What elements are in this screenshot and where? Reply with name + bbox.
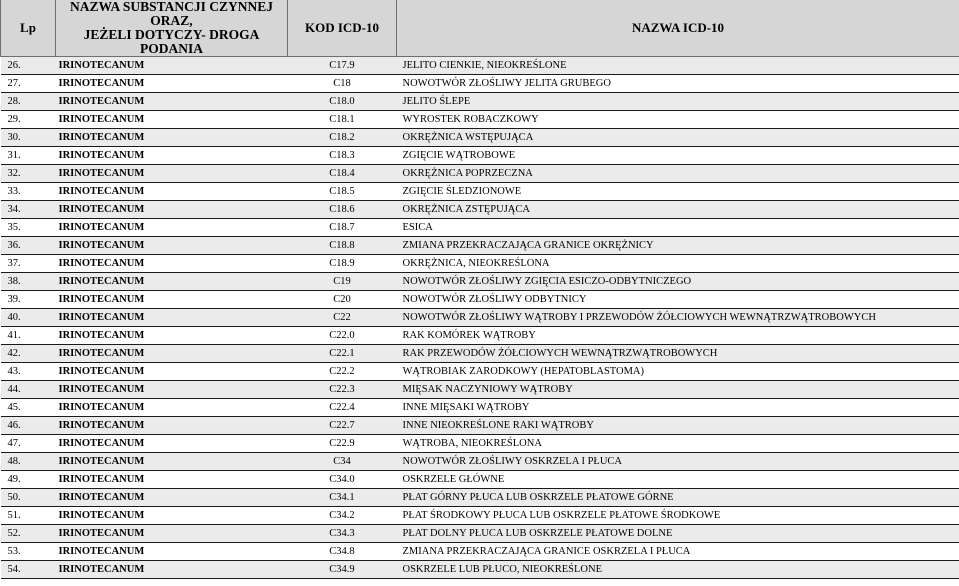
cell-code: C17.9	[288, 57, 397, 75]
cell-substance: IRINOTECANUM	[56, 183, 288, 201]
cell-lp: 49.	[1, 471, 56, 489]
cell-substance: IRINOTECANUM	[56, 345, 288, 363]
cell-name: OKRĘŻNICA POPRZECZNA	[397, 165, 959, 183]
cell-substance: IRINOTECANUM	[56, 111, 288, 129]
cell-substance: IRINOTECANUM	[56, 75, 288, 93]
cell-code: C18.7	[288, 219, 397, 237]
cell-substance: IRINOTECANUM	[56, 309, 288, 327]
cell-lp: 40.	[1, 309, 56, 327]
cell-name: NOWOTWÓR ZŁOŚLIWY WĄTROBY I PRZEWODÓW ŻÓŁCIOWYCH WEWNĄTRZWĄTROBOWYCH	[397, 309, 959, 327]
cell-lp: 51.	[1, 507, 56, 525]
cell-code: C22.2	[288, 363, 397, 381]
table-row	[1, 417, 959, 435]
cell-code: C20	[288, 291, 397, 309]
cell-substance: IRINOTECANUM	[56, 147, 288, 165]
cell-substance: IRINOTECANUM	[56, 507, 288, 525]
cell-substance: IRINOTECANUM	[56, 237, 288, 255]
cell-code: C34.2	[288, 507, 397, 525]
cell-code: C18.6	[288, 201, 397, 219]
cell-name: ZMIANA PRZEKRACZAJĄCA GRANICE OKRĘŻNICY	[397, 237, 959, 255]
cell-code: C18.0	[288, 93, 397, 111]
cell-name: RAK PRZEWODÓW ŻÓŁCIOWYCH WEWNĄTRZWĄTROBOWYCH	[397, 345, 959, 363]
cell-substance: IRINOTECANUM	[56, 273, 288, 291]
table-row	[1, 111, 959, 129]
cell-name: WĄTROBIAK ZARODKOWY (HEPATOBLASTOMA)	[397, 363, 959, 381]
table-row	[1, 309, 959, 327]
cell-substance: IRINOTECANUM	[56, 327, 288, 345]
cell-lp: 53.	[1, 543, 56, 561]
header-substance	[56, 0, 288, 57]
cell-code: C22	[288, 309, 397, 327]
cell-name: PŁAT GÓRNY PŁUCA LUB OSKRZELE PŁATOWE GÓRNE	[397, 489, 959, 507]
cell-name: INNE NIEOKREŚLONE RAKI WĄTROBY	[397, 417, 959, 435]
cell-name: ZGIĘCIE WĄTROBOWE	[397, 147, 959, 165]
cell-name: RAK KOMÓREK WĄTROBY	[397, 327, 959, 345]
header-lp: Lp	[1, 0, 56, 57]
table-row	[1, 507, 959, 525]
cell-lp: 37.	[1, 255, 56, 273]
cell-substance: IRINOTECANUM	[56, 219, 288, 237]
cell-name: NOWOTWÓR ZŁOŚLIWY OSKRZELA I PŁUCA	[397, 453, 959, 471]
cell-lp: 52.	[1, 525, 56, 543]
table-header	[1, 0, 959, 57]
table-row	[1, 489, 959, 507]
cell-code: C34.1	[288, 489, 397, 507]
cell-lp: 44.	[1, 381, 56, 399]
cell-code: C18.2	[288, 129, 397, 147]
cell-substance: IRINOTECANUM	[56, 399, 288, 417]
cell-name: JELITO CIENKIE, NIEOKREŚLONE	[397, 57, 959, 75]
cell-substance: IRINOTECANUM	[56, 93, 288, 111]
cell-name: OKRĘŻNICA WSTĘPUJĄCA	[397, 129, 959, 147]
cell-substance: IRINOTECANUM	[56, 453, 288, 471]
cell-lp: 39.	[1, 291, 56, 309]
cell-lp: 32.	[1, 165, 56, 183]
cell-substance: IRINOTECANUM	[56, 57, 288, 75]
table-row	[1, 183, 959, 201]
cell-name: ZMIANA PRZEKRACZAJĄCA GRANICE OSKRZELA I PŁUCA	[397, 543, 959, 561]
cell-substance: IRINOTECANUM	[56, 525, 288, 543]
cell-lp: 27.	[1, 75, 56, 93]
cell-lp: 30.	[1, 129, 56, 147]
cell-name: NOWOTWÓR ZŁOŚLIWY ZGIĘCIA ESICZO-ODBYTNICZEGO	[397, 273, 959, 291]
cell-lp: 36.	[1, 237, 56, 255]
cell-lp: 31.	[1, 147, 56, 165]
cell-substance: IRINOTECANUM	[56, 363, 288, 381]
cell-name: NOWOTWÓR ZŁOŚLIWY ODBYTNICY	[397, 291, 959, 309]
cell-lp: 26.	[1, 57, 56, 75]
table-row	[1, 129, 959, 147]
cell-lp: 42.	[1, 345, 56, 363]
cell-substance: IRINOTECANUM	[56, 561, 288, 579]
cell-substance: IRINOTECANUM	[56, 129, 288, 147]
table-row	[1, 453, 959, 471]
header-name: NAZWA ICD-10	[397, 0, 959, 57]
cell-code: C18.3	[288, 147, 397, 165]
table-row	[1, 219, 959, 237]
header-substance-line2: JEŻELI DOTYCZY- DROGA PODANIA	[83, 27, 260, 56]
table-row	[1, 543, 959, 561]
table-row	[1, 75, 959, 93]
cell-code: C18.4	[288, 165, 397, 183]
cell-substance: IRINOTECANUM	[56, 201, 288, 219]
table-row	[1, 381, 959, 399]
cell-code: C22.0	[288, 327, 397, 345]
cell-lp: 28.	[1, 93, 56, 111]
table-row	[1, 327, 959, 345]
cell-name: ESICA	[397, 219, 959, 237]
table-row	[1, 471, 959, 489]
table-row	[1, 57, 959, 75]
cell-lp: 54.	[1, 561, 56, 579]
cell-code: C22.3	[288, 381, 397, 399]
table-row	[1, 291, 959, 309]
table-row	[1, 363, 959, 381]
header-row	[1, 0, 959, 57]
cell-code: C18.5	[288, 183, 397, 201]
cell-substance: IRINOTECANUM	[56, 435, 288, 453]
header-substance-line1: NAZWA SUBSTANCJI CZYNNEJ ORAZ,	[69, 0, 274, 28]
cell-code: C22.9	[288, 435, 397, 453]
table-row	[1, 561, 959, 579]
cell-lp: 45.	[1, 399, 56, 417]
table-body	[1, 57, 959, 579]
table-row	[1, 345, 959, 363]
cell-code: C18.9	[288, 255, 397, 273]
table-row	[1, 525, 959, 543]
cell-lp: 48.	[1, 453, 56, 471]
cell-substance: IRINOTECANUM	[56, 165, 288, 183]
cell-code: C18.1	[288, 111, 397, 129]
cell-code: C34	[288, 453, 397, 471]
cell-code: C34.3	[288, 525, 397, 543]
cell-code: C22.7	[288, 417, 397, 435]
cell-substance: IRINOTECANUM	[56, 417, 288, 435]
cell-lp: 35.	[1, 219, 56, 237]
cell-lp: 41.	[1, 327, 56, 345]
header-code: KOD ICD-10	[288, 0, 397, 57]
cell-name: OKRĘŻNICA ZSTĘPUJĄCA	[397, 201, 959, 219]
cell-name: JELITO ŚLEPE	[397, 93, 959, 111]
cell-name: OKRĘŻNICA, NIEOKREŚLONA	[397, 255, 959, 273]
table-row	[1, 273, 959, 291]
cell-lp: 34.	[1, 201, 56, 219]
cell-substance: IRINOTECANUM	[56, 255, 288, 273]
cell-name: PŁAT ŚRODKOWY PŁUCA LUB OSKRZELE PŁATOWE ŚRODKOWE	[397, 507, 959, 525]
cell-code: C18	[288, 75, 397, 93]
cell-lp: 50.	[1, 489, 56, 507]
cell-lp: 29.	[1, 111, 56, 129]
cell-name: PŁAT DOLNY PŁUCA LUB OSKRZELE PŁATOWE DOLNE	[397, 525, 959, 543]
cell-code: C22.1	[288, 345, 397, 363]
cell-substance: IRINOTECANUM	[56, 543, 288, 561]
table-row	[1, 147, 959, 165]
table-row	[1, 93, 959, 111]
cell-code: C18.8	[288, 237, 397, 255]
cell-lp: 33.	[1, 183, 56, 201]
cell-substance: IRINOTECANUM	[56, 489, 288, 507]
cell-name: OSKRZELE GŁÓWNE	[397, 471, 959, 489]
table-row	[1, 435, 959, 453]
cell-substance: IRINOTECANUM	[56, 471, 288, 489]
cell-name: OSKRZELE LUB PŁUCO, NIEOKREŚLONE	[397, 561, 959, 579]
cell-code: C34.0	[288, 471, 397, 489]
cell-substance: IRINOTECANUM	[56, 291, 288, 309]
cell-lp: 43.	[1, 363, 56, 381]
cell-name: WĄTROBA, NIEOKREŚLONA	[397, 435, 959, 453]
cell-substance: IRINOTECANUM	[56, 381, 288, 399]
cell-name: INNE MIĘSAKI WĄTROBY	[397, 399, 959, 417]
table-row	[1, 201, 959, 219]
cell-name: WYROSTEK ROBACZKOWY	[397, 111, 959, 129]
cell-code: C34.9	[288, 561, 397, 579]
cell-name: ZGIĘCIE ŚLEDZIONOWE	[397, 183, 959, 201]
cell-code: C22.4	[288, 399, 397, 417]
table-row	[1, 255, 959, 273]
cell-code: C34.8	[288, 543, 397, 561]
cell-name: MIĘSAK NACZYNIOWY WĄTROBY	[397, 381, 959, 399]
table-row	[1, 237, 959, 255]
table-row	[1, 399, 959, 417]
cell-name: NOWOTWÓR ZŁOŚLIWY JELITA GRUBEGO	[397, 75, 959, 93]
cell-lp: 46.	[1, 417, 56, 435]
table-row	[1, 165, 959, 183]
cell-lp: 38.	[1, 273, 56, 291]
cell-code: C19	[288, 273, 397, 291]
cell-lp: 47.	[1, 435, 56, 453]
